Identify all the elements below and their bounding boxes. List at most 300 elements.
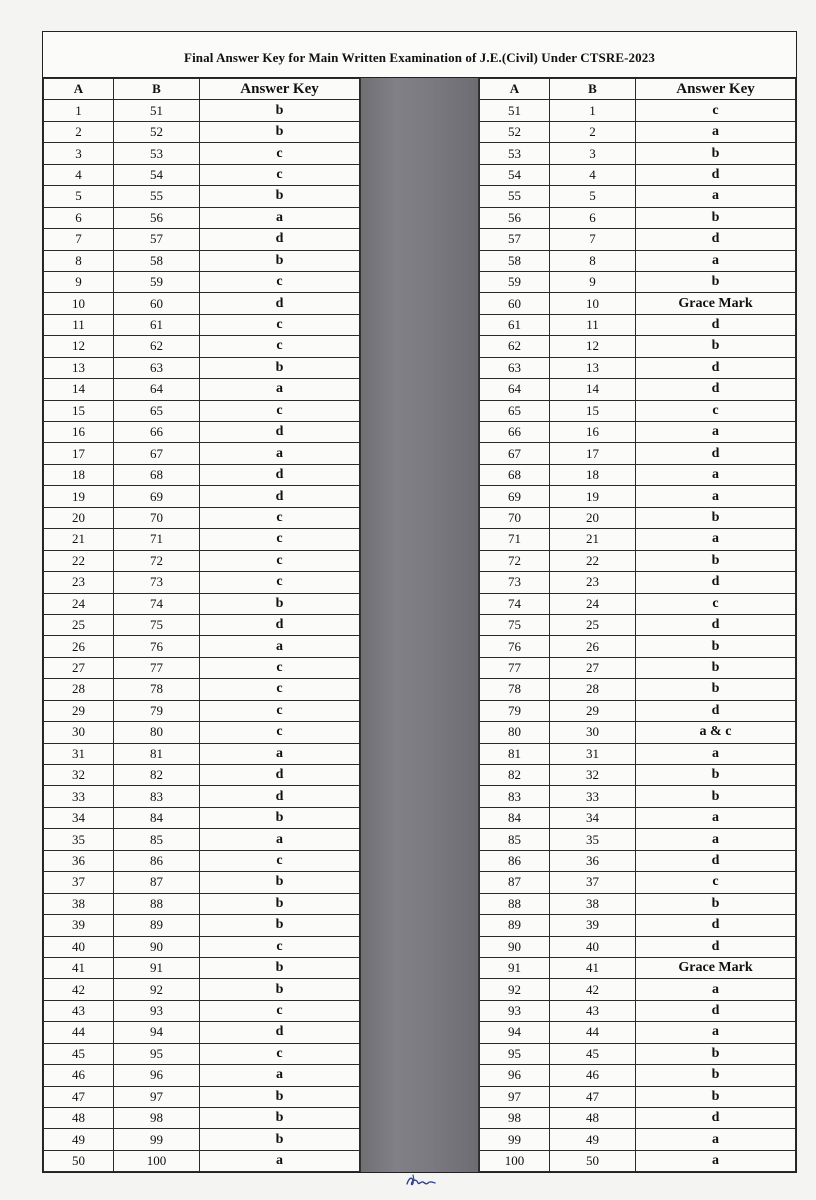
cell-a: 41 <box>44 957 114 978</box>
cell-answer: a <box>200 636 360 657</box>
cell-a: 64 <box>480 379 550 400</box>
cell-answer: b <box>636 271 796 292</box>
cell-a: 38 <box>44 893 114 914</box>
table-row <box>44 164 360 185</box>
cell-answer: b <box>636 657 796 678</box>
column-header-b: B <box>550 79 636 100</box>
table-row <box>480 1150 796 1171</box>
answer-grid <box>43 78 796 1172</box>
cell-a: 55 <box>480 186 550 207</box>
handwritten-signature <box>404 1172 438 1190</box>
cell-a: 56 <box>480 207 550 228</box>
cell-answer: d <box>200 229 360 250</box>
cell-a: 19 <box>44 486 114 507</box>
cell-answer: d <box>636 915 796 936</box>
cell-a: 46 <box>44 1065 114 1086</box>
table-row <box>44 1129 360 1150</box>
cell-a: 25 <box>44 614 114 635</box>
cell-a: 73 <box>480 572 550 593</box>
cell-b: 26 <box>550 636 636 657</box>
cell-answer: b <box>636 636 796 657</box>
cell-b: 10 <box>550 293 636 314</box>
cell-b: 99 <box>114 1129 200 1150</box>
table-row <box>480 1000 796 1021</box>
cell-a: 36 <box>44 850 114 871</box>
cell-a: 8 <box>44 250 114 271</box>
cell-b: 6 <box>550 207 636 228</box>
header-row <box>44 79 360 100</box>
cell-b: 37 <box>550 872 636 893</box>
cell-answer: b <box>636 786 796 807</box>
cell-b: 86 <box>114 850 200 871</box>
cell-answer: d <box>636 700 796 721</box>
cell-answer: a <box>636 807 796 828</box>
answer-table-left-body <box>44 100 360 1172</box>
cell-b: 76 <box>114 636 200 657</box>
cell-answer: d <box>200 614 360 635</box>
table-row <box>44 1022 360 1043</box>
cell-a: 24 <box>44 593 114 614</box>
table-row <box>44 464 360 485</box>
table-row <box>480 1043 796 1064</box>
cell-a: 57 <box>480 229 550 250</box>
cell-answer: c <box>200 722 360 743</box>
table-row <box>480 786 796 807</box>
cell-answer: b <box>200 1086 360 1107</box>
table-row <box>44 229 360 250</box>
cell-a: 29 <box>44 700 114 721</box>
table-row <box>44 1108 360 1129</box>
table-row <box>480 121 796 142</box>
cell-answer: d <box>200 486 360 507</box>
cell-answer: c <box>200 700 360 721</box>
cell-a: 98 <box>480 1108 550 1129</box>
cell-b: 41 <box>550 957 636 978</box>
table-row <box>480 893 796 914</box>
cell-b: 9 <box>550 271 636 292</box>
table-row <box>44 722 360 743</box>
cell-a: 85 <box>480 829 550 850</box>
table-row <box>44 593 360 614</box>
answer-table-right <box>479 78 796 1172</box>
table-row <box>44 271 360 292</box>
cell-a: 92 <box>480 979 550 1000</box>
cell-a: 52 <box>480 121 550 142</box>
table-row <box>480 979 796 1000</box>
table-row <box>480 915 796 936</box>
cell-answer: a <box>200 1150 360 1171</box>
cell-answer: c <box>636 400 796 421</box>
table-row <box>480 422 796 443</box>
cell-answer: a <box>636 1022 796 1043</box>
cell-b: 63 <box>114 357 200 378</box>
cell-a: 37 <box>44 872 114 893</box>
table-row <box>44 400 360 421</box>
table-row <box>480 164 796 185</box>
cell-b: 67 <box>114 443 200 464</box>
cell-a: 63 <box>480 357 550 378</box>
cell-b: 96 <box>114 1065 200 1086</box>
cell-answer: a <box>636 121 796 142</box>
cell-answer: c <box>200 529 360 550</box>
table-row <box>44 143 360 164</box>
cell-a: 31 <box>44 743 114 764</box>
cell-a: 70 <box>480 507 550 528</box>
cell-a: 27 <box>44 657 114 678</box>
cell-answer: b <box>636 336 796 357</box>
cell-a: 28 <box>44 679 114 700</box>
table-row <box>480 293 796 314</box>
cell-b: 2 <box>550 121 636 142</box>
cell-b: 54 <box>114 164 200 185</box>
cell-b: 74 <box>114 593 200 614</box>
cell-b: 80 <box>114 722 200 743</box>
cell-a: 40 <box>44 936 114 957</box>
table-row <box>480 1022 796 1043</box>
cell-answer: d <box>636 443 796 464</box>
cell-answer: a <box>200 829 360 850</box>
cell-b: 62 <box>114 336 200 357</box>
cell-a: 96 <box>480 1065 550 1086</box>
cell-a: 26 <box>44 636 114 657</box>
cell-a: 97 <box>480 1086 550 1107</box>
cell-answer: b <box>200 250 360 271</box>
cell-answer: d <box>636 1000 796 1021</box>
cell-a: 75 <box>480 614 550 635</box>
cell-b: 40 <box>550 936 636 957</box>
table-row <box>480 229 796 250</box>
table-row <box>44 765 360 786</box>
cell-answer: b <box>200 100 360 121</box>
cell-answer: b <box>636 507 796 528</box>
cell-a: 94 <box>480 1022 550 1043</box>
cell-answer: d <box>636 357 796 378</box>
cell-answer: b <box>200 121 360 142</box>
cell-answer: d <box>636 850 796 871</box>
cell-answer: a <box>636 829 796 850</box>
table-row <box>480 957 796 978</box>
cell-a: 17 <box>44 443 114 464</box>
cell-answer: d <box>636 314 796 335</box>
cell-answer: d <box>200 786 360 807</box>
table-row <box>44 614 360 635</box>
cell-answer: c <box>200 400 360 421</box>
cell-a: 7 <box>44 229 114 250</box>
cell-b: 97 <box>114 1086 200 1107</box>
cell-b: 50 <box>550 1150 636 1171</box>
table-row <box>44 636 360 657</box>
cell-b: 34 <box>550 807 636 828</box>
cell-answer: Grace Mark <box>636 957 796 978</box>
table-row <box>480 872 796 893</box>
table-row <box>480 743 796 764</box>
table-row <box>480 336 796 357</box>
cell-answer: b <box>200 915 360 936</box>
table-row <box>480 143 796 164</box>
cell-answer: b <box>200 186 360 207</box>
cell-b: 46 <box>550 1065 636 1086</box>
cell-answer: b <box>636 1065 796 1086</box>
cell-a: 21 <box>44 529 114 550</box>
table-row <box>480 529 796 550</box>
cell-a: 10 <box>44 293 114 314</box>
cell-b: 17 <box>550 443 636 464</box>
cell-a: 79 <box>480 700 550 721</box>
cell-a: 22 <box>44 550 114 571</box>
cell-a: 53 <box>480 143 550 164</box>
answer-key-sheet <box>42 31 797 1173</box>
cell-answer: c <box>200 143 360 164</box>
table-row <box>44 293 360 314</box>
table-row <box>44 422 360 443</box>
cell-b: 94 <box>114 1022 200 1043</box>
cell-b: 35 <box>550 829 636 850</box>
table-row <box>44 121 360 142</box>
table-row <box>480 507 796 528</box>
table-row <box>44 250 360 271</box>
table-row <box>480 271 796 292</box>
cell-b: 23 <box>550 572 636 593</box>
cell-b: 21 <box>550 529 636 550</box>
cell-answer: c <box>200 164 360 185</box>
cell-b: 68 <box>114 464 200 485</box>
table-row <box>480 850 796 871</box>
cell-a: 16 <box>44 422 114 443</box>
cell-answer: d <box>200 422 360 443</box>
cell-a: 54 <box>480 164 550 185</box>
cell-b: 44 <box>550 1022 636 1043</box>
cell-a: 66 <box>480 422 550 443</box>
cell-a: 78 <box>480 679 550 700</box>
cell-answer: b <box>636 207 796 228</box>
table-row <box>44 700 360 721</box>
table-row <box>44 1043 360 1064</box>
cell-b: 100 <box>114 1150 200 1171</box>
table-row <box>480 1129 796 1150</box>
cell-a: 82 <box>480 765 550 786</box>
table-row <box>480 357 796 378</box>
cell-answer: d <box>636 379 796 400</box>
cell-b: 45 <box>550 1043 636 1064</box>
cell-answer: b <box>636 765 796 786</box>
cell-a: 5 <box>44 186 114 207</box>
cell-b: 32 <box>550 765 636 786</box>
cell-b: 90 <box>114 936 200 957</box>
cell-answer: d <box>636 614 796 635</box>
cell-answer: b <box>200 1129 360 1150</box>
cell-a: 81 <box>480 743 550 764</box>
cell-b: 38 <box>550 893 636 914</box>
table-row <box>480 722 796 743</box>
cell-b: 47 <box>550 1086 636 1107</box>
cell-answer: c <box>200 850 360 871</box>
cell-a: 32 <box>44 765 114 786</box>
cell-b: 82 <box>114 765 200 786</box>
cell-b: 59 <box>114 271 200 292</box>
cell-answer: b <box>636 679 796 700</box>
cell-a: 15 <box>44 400 114 421</box>
cell-b: 19 <box>550 486 636 507</box>
cell-a: 67 <box>480 443 550 464</box>
table-row <box>44 572 360 593</box>
table-row <box>480 936 796 957</box>
cell-b: 27 <box>550 657 636 678</box>
cell-answer: a <box>636 1129 796 1150</box>
table-row <box>44 915 360 936</box>
cell-b: 14 <box>550 379 636 400</box>
cell-a: 95 <box>480 1043 550 1064</box>
cell-b: 29 <box>550 700 636 721</box>
cell-answer: b <box>636 893 796 914</box>
cell-a: 13 <box>44 357 114 378</box>
table-row <box>480 400 796 421</box>
column-header-a: A <box>44 79 114 100</box>
table-row <box>44 357 360 378</box>
table-row <box>44 657 360 678</box>
cell-a: 59 <box>480 271 550 292</box>
table-row <box>480 593 796 614</box>
cell-a: 90 <box>480 936 550 957</box>
cell-b: 60 <box>114 293 200 314</box>
table-row <box>44 807 360 828</box>
table-row <box>480 1108 796 1129</box>
cell-b: 36 <box>550 850 636 871</box>
cell-b: 93 <box>114 1000 200 1021</box>
cell-b: 98 <box>114 1108 200 1129</box>
table-row <box>44 1150 360 1171</box>
cell-answer: d <box>636 572 796 593</box>
cell-b: 71 <box>114 529 200 550</box>
cell-b: 25 <box>550 614 636 635</box>
cell-a: 42 <box>44 979 114 1000</box>
cell-a: 74 <box>480 593 550 614</box>
cell-answer: Grace Mark <box>636 293 796 314</box>
cell-answer: d <box>200 293 360 314</box>
table-row <box>480 614 796 635</box>
cell-a: 34 <box>44 807 114 828</box>
cell-a: 48 <box>44 1108 114 1129</box>
cell-a: 14 <box>44 379 114 400</box>
cell-a: 65 <box>480 400 550 421</box>
cell-answer: d <box>200 464 360 485</box>
cell-answer: a <box>200 379 360 400</box>
table-row <box>480 379 796 400</box>
cell-b: 28 <box>550 679 636 700</box>
cell-answer: c <box>200 336 360 357</box>
cell-answer: b <box>200 593 360 614</box>
table-row <box>480 486 796 507</box>
cell-answer: c <box>200 1000 360 1021</box>
table-row <box>44 1065 360 1086</box>
cell-b: 78 <box>114 679 200 700</box>
cell-b: 79 <box>114 700 200 721</box>
table-row <box>44 850 360 871</box>
table-row <box>44 979 360 1000</box>
cell-a: 2 <box>44 121 114 142</box>
cell-answer: a <box>200 443 360 464</box>
cell-a: 80 <box>480 722 550 743</box>
table-row <box>44 507 360 528</box>
cell-b: 56 <box>114 207 200 228</box>
table-row <box>44 529 360 550</box>
cell-b: 89 <box>114 915 200 936</box>
cell-a: 77 <box>480 657 550 678</box>
cell-a: 83 <box>480 786 550 807</box>
cell-b: 22 <box>550 550 636 571</box>
cell-b: 20 <box>550 507 636 528</box>
cell-b: 72 <box>114 550 200 571</box>
cell-b: 84 <box>114 807 200 828</box>
cell-a: 71 <box>480 529 550 550</box>
cell-answer: a <box>200 207 360 228</box>
table-row <box>480 657 796 678</box>
cell-a: 58 <box>480 250 550 271</box>
cell-answer: a <box>200 743 360 764</box>
table-row <box>480 443 796 464</box>
table-row <box>44 829 360 850</box>
cell-a: 72 <box>480 550 550 571</box>
cell-a: 12 <box>44 336 114 357</box>
cell-b: 64 <box>114 379 200 400</box>
cell-a: 23 <box>44 572 114 593</box>
cell-b: 70 <box>114 507 200 528</box>
cell-b: 7 <box>550 229 636 250</box>
cell-answer: b <box>200 807 360 828</box>
cell-b: 81 <box>114 743 200 764</box>
cell-a: 47 <box>44 1086 114 1107</box>
cell-b: 52 <box>114 121 200 142</box>
cell-answer: b <box>200 357 360 378</box>
cell-answer: a <box>636 529 796 550</box>
table-row <box>480 572 796 593</box>
cell-answer: b <box>636 550 796 571</box>
table-row <box>44 743 360 764</box>
table-row <box>480 679 796 700</box>
cell-a: 9 <box>44 271 114 292</box>
cell-answer: b <box>200 872 360 893</box>
table-row <box>44 936 360 957</box>
cell-answer: a <box>636 250 796 271</box>
cell-b: 15 <box>550 400 636 421</box>
cell-a: 18 <box>44 464 114 485</box>
table-row <box>44 207 360 228</box>
cell-a: 3 <box>44 143 114 164</box>
cell-answer: a & c <box>636 722 796 743</box>
cell-a: 86 <box>480 850 550 871</box>
table-row <box>44 893 360 914</box>
answer-table-right-body <box>480 100 796 1172</box>
cell-answer: c <box>200 314 360 335</box>
cell-b: 58 <box>114 250 200 271</box>
cell-answer: c <box>200 550 360 571</box>
cell-b: 83 <box>114 786 200 807</box>
table-row <box>480 550 796 571</box>
table-row <box>480 700 796 721</box>
cell-a: 20 <box>44 507 114 528</box>
cell-answer: d <box>636 229 796 250</box>
cell-a: 62 <box>480 336 550 357</box>
cell-a: 49 <box>44 1129 114 1150</box>
cell-b: 33 <box>550 786 636 807</box>
table-row <box>44 957 360 978</box>
cell-b: 55 <box>114 186 200 207</box>
cell-a: 30 <box>44 722 114 743</box>
cell-a: 11 <box>44 314 114 335</box>
table-row <box>44 336 360 357</box>
header-row <box>480 79 796 100</box>
cell-answer: d <box>200 765 360 786</box>
cell-a: 99 <box>480 1129 550 1150</box>
